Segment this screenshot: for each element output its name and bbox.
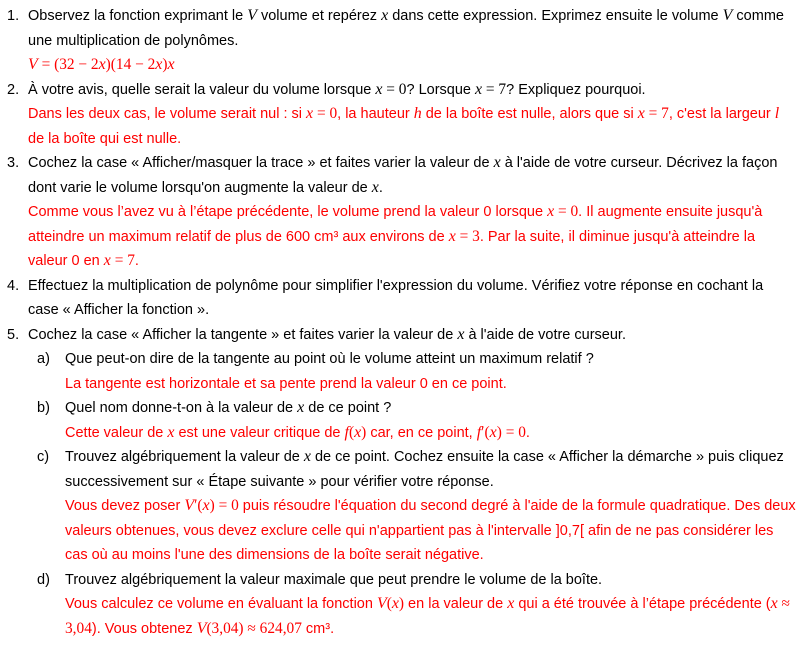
subitem	[37, 347, 796, 396]
item-answer	[28, 53, 796, 78]
text-token: ). Vous obtenez	[91, 620, 197, 637]
text-token: .	[134, 253, 139, 269]
math-token: V	[184, 497, 195, 514]
math-token: x	[354, 423, 362, 441]
math-token: x	[489, 423, 497, 441]
math-token: x	[103, 252, 111, 269]
math-token: (	[348, 423, 355, 441]
text-token: Vous devez poser	[65, 498, 185, 514]
item-question	[28, 78, 796, 103]
text-token: de la boîte qui est nulle.	[28, 130, 182, 147]
item-number: 1.	[7, 8, 20, 24]
text-token: Effectuez la multiplication de polynôme pour simplifier l'expression du volume. Vérifiez votre réponse en cochant la case « Afficher la fonction ».	[28, 277, 764, 318]
question-item	[7, 323, 796, 642]
math-token: x	[637, 105, 645, 122]
math-token: l	[774, 105, 780, 122]
math-token: x	[155, 56, 163, 73]
text-token: Trouvez algébriquement la valeur de	[65, 449, 304, 465]
math-token: x	[167, 56, 175, 73]
text-token: , la hauteur	[337, 106, 414, 122]
math-token: = 7	[644, 105, 669, 122]
math-token: x	[507, 595, 515, 612]
text-token: Observez la fonction exprimant le	[28, 8, 248, 24]
text-token: en la valeur de	[404, 596, 508, 612]
math-token: x	[306, 105, 314, 122]
math-token: x	[375, 80, 383, 98]
item-body	[28, 151, 796, 274]
subitem-question	[65, 396, 796, 421]
text-token: comme une multiplication de polynômes.	[28, 8, 784, 49]
subitem-body	[65, 396, 796, 445]
math-token: V	[722, 7, 733, 24]
text-token: cm³.	[301, 620, 335, 637]
item-body	[28, 78, 796, 152]
subitem-question	[65, 445, 796, 494]
subitem-label: d)	[37, 571, 50, 588]
text-token: Cette valeur de	[65, 424, 168, 441]
text-token: est une valeur critique de	[174, 424, 345, 441]
text-token: Que peut-on dire de la tangente au point où le volume atteint un maximum relatif ?	[65, 351, 594, 367]
text-token: volume et repérez	[256, 8, 382, 24]
math-token: )	[398, 595, 405, 612]
text-token: Quel nom donne-t-on à la valeur de	[65, 400, 298, 416]
math-token: (3,04) ≈ 624,07	[206, 619, 302, 637]
item-body	[28, 274, 796, 323]
math-token: = 7	[482, 80, 507, 98]
subitem-body	[65, 445, 796, 568]
math-token: ) = 0	[496, 423, 526, 441]
subitem-question	[65, 347, 796, 372]
math-token: = 7	[110, 252, 135, 269]
math-token: ≈ 3,04	[65, 595, 790, 637]
text-token: . Il augmente ensuite jusqu'à atteindre un maximum relatif de plus de 600 cm³ aux environs de	[28, 204, 763, 245]
item-question	[28, 151, 796, 200]
item-number: 3.	[7, 155, 20, 171]
item-question	[28, 274, 796, 323]
math-token: h	[413, 105, 422, 122]
item-question	[28, 4, 796, 53]
math-token: V	[28, 56, 38, 73]
math-token: x	[547, 203, 555, 220]
question-item	[7, 4, 796, 78]
math-token: ′(	[481, 423, 490, 441]
math-token: )	[162, 56, 168, 73]
math-token: V	[196, 619, 207, 637]
subitem-body	[65, 347, 796, 396]
math-token: = (32 − 2	[37, 56, 99, 73]
text-token: Cochez la case « Afficher/masquer la trace » et faites varier la valeur de	[28, 155, 494, 171]
subitem-answer	[65, 592, 796, 641]
subitem	[37, 445, 796, 568]
text-token: Comme vous l’avez vu à l’étape précédente, le volume prend la valeur 0 lorsque	[28, 204, 548, 220]
math-token: x	[167, 423, 175, 441]
question-list	[7, 4, 796, 641]
math-token: ′(	[194, 497, 203, 514]
question-item	[7, 78, 796, 152]
math-token: x	[202, 497, 210, 514]
item-question	[28, 323, 796, 348]
math-token: V	[376, 595, 387, 612]
text-token: Dans les deux cas, le volume serait nul : si	[28, 106, 307, 122]
text-token: à l'aide de votre curseur.	[464, 326, 626, 343]
math-token: = 3	[455, 227, 480, 245]
text-token: à l'aide de votre curseur. Décrivez la façon dont varie le volume lorsqu'on augmente la valeur de	[28, 155, 778, 196]
text-token: de ce point. Cochez ensuite la case « Afficher la démarche » puis cliquez successivement sur « Étape suivante » pour vérifier votre réponse.	[65, 449, 784, 490]
text-token: .	[525, 424, 530, 441]
math-token: x	[448, 227, 456, 245]
math-token: )(14 − 2	[105, 56, 156, 73]
math-token: x	[303, 448, 311, 465]
text-token: car, en ce point,	[366, 424, 477, 441]
math-token: x	[475, 80, 483, 98]
math-token: f	[476, 423, 482, 441]
text-token: Vous calculez ce volume en évaluant la fonction	[65, 596, 377, 612]
text-token: dans cette expression. Exprimez ensuite le volume	[388, 8, 723, 24]
subitem-answer	[65, 421, 796, 446]
text-token: ? Expliquez pourquoi.	[506, 81, 646, 98]
math-token: = 0	[313, 105, 338, 122]
math-token: )	[361, 423, 367, 441]
subitem-answer	[65, 372, 796, 397]
question-item	[7, 151, 796, 274]
math-token: x	[493, 154, 501, 171]
subitem-question	[65, 568, 796, 593]
subitem	[37, 568, 796, 642]
text-token: .	[378, 179, 383, 196]
subitem-answer	[65, 494, 796, 568]
question-item	[7, 274, 796, 323]
text-token: ? Lorsque	[406, 81, 476, 98]
math-token: x	[98, 56, 106, 73]
item-number: 2.	[7, 81, 20, 98]
item-body	[28, 323, 796, 642]
math-token: x	[297, 399, 305, 416]
subitem	[37, 396, 796, 445]
item-body	[28, 4, 796, 78]
math-token: x	[391, 595, 399, 612]
math-token: (	[386, 595, 392, 612]
text-token: À votre avis, quelle serait la valeur du volume lorsque	[28, 81, 376, 98]
math-token: V	[247, 7, 257, 24]
math-token: x	[770, 595, 778, 612]
math-token: ) = 0	[209, 497, 239, 514]
math-token: x	[371, 178, 379, 196]
text-token: puis résoudre l'équation du second degré à l'aide de la formule quadratique. Des deux valeurs obtenues, vous devez exclure celle qui n'appartient pas à l'intervalle ]0,7[ afin de ne pas considérer les cas où au moins l'une des dimensions de la boîte serait négative.	[65, 498, 796, 563]
item-number: 5.	[7, 326, 20, 343]
math-token: f	[344, 423, 349, 441]
text-token: Trouvez algébriquement la valeur maximale que peut prendre le volume de la boîte.	[65, 571, 603, 588]
item-answer	[28, 200, 796, 274]
subitem-label: b)	[37, 400, 50, 416]
item-number: 4.	[7, 277, 20, 294]
math-token: = 0	[554, 203, 579, 220]
subitem-label: c)	[37, 449, 50, 465]
text-token: , c'est la largeur	[668, 106, 775, 122]
text-token: de ce point ?	[304, 400, 392, 416]
text-token: Cochez la case « Afficher la tangente » et faites varier la valeur de	[28, 326, 458, 343]
text-token: qui a été trouvée à l’étape précédente (	[514, 596, 771, 612]
item-answer	[28, 102, 796, 151]
math-token: x	[457, 325, 465, 343]
text-token: . Par la suite, il diminue jusqu'à atteindre la valeur 0 en	[28, 228, 756, 269]
math-token: = 0	[382, 80, 407, 98]
subitem-label: a)	[37, 351, 50, 367]
subitem-body	[65, 568, 796, 642]
math-token: x	[381, 7, 389, 24]
text-token: de la boîte est nulle, alors que si	[421, 106, 638, 122]
text-token: La tangente est horizontale et sa pente prend la valeur 0 en ce point.	[65, 375, 507, 392]
